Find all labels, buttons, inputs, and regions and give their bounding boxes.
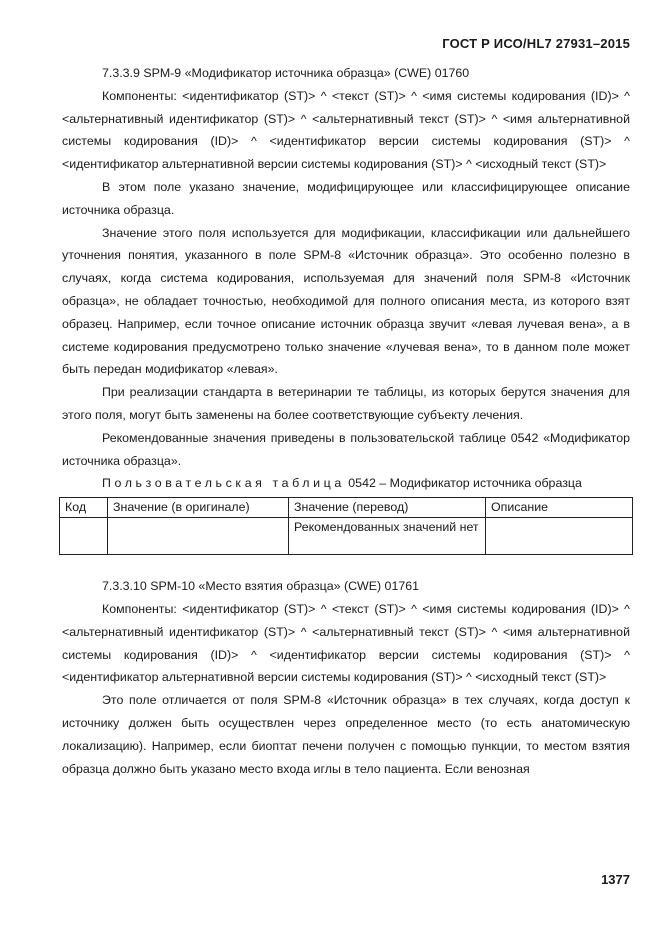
components-paragraph: Компоненты: <идентификатор (ST)> ^ <текст (ST)> ^ <имя системы кодирования (ID)> ^ <альтернативный идентификатор (ST)> ^ <альтернативный текст (ST)> ^ <имя альтернативной системы кодирования (ID)> ^ <идентификатор версии системы кодирования (ST)> ^ <идентификатор альтернативной версии системы кодирования (ST)> ^ <исходный текст (ST)> (62, 601, 630, 685)
table-cell (108, 518, 289, 555)
body-paragraph: Это поле отличается от поля SPM-8 «Источник образца» в тех случаях, когда доступ к источнику должен быть осуществлен через определенное место (то есть анатомическую локализацию). Например, если биоптат печени получен с помощью пункции, то местом взятия образца должно быть указано место входа иглы в тело пациента. Если венозная (62, 693, 630, 776)
table-cell: Рекомендованных значений нет (289, 518, 486, 555)
table-0542 (59, 497, 633, 555)
table-caption-title: 0542 – Модификатор источника образца (344, 476, 582, 491)
table-cell (60, 518, 108, 555)
section-heading-spm10: 7.3.3.10 SPM-10 «Место взятия образца» (CWE) 01761 (102, 579, 420, 594)
column-header-original: Значение (в оригинале) (108, 498, 289, 518)
components-paragraph: Компоненты: <идентификатор (ST)> ^ <текст (ST)> ^ <имя системы кодирования (ID)> ^ <альтернативный идентификатор (ST)> ^ <альтернативный текст (ST)> ^ <имя альтернативной системы кодирования (ID)> ^ <идентификатор версии системы кодирования (ST)> ^ <идентификатор альтернативной версии системы кодирования (ST)> ^ <исходный текст (ST)> (62, 88, 630, 172)
table-row (60, 518, 633, 555)
table-cell (486, 518, 633, 555)
table-caption (62, 472, 630, 495)
body-paragraph: Значение этого поля используется для модификации, классификации или дальнейшего уточнения понятия, указанного в поле SPM-8 «Источник образца». Это особенно полезно в случаях, когда система кодирования, используемая для значений поля SPM-8 «Источник образца», не обладает точностью, необходимой для полного описания места, из которого взят образец. Например, если точное описание источник образца звучит «левая лучевая вена», а в системе кодирования предусмотрено только значение «лучевая вена», то в данном поле может быть передан модификатор «левая». (62, 225, 630, 377)
body-paragraph: В этом поле указано значение, модифицирующее или классифицирующее описание источника образца. (62, 179, 630, 217)
table-caption-label: Пользовательская таблица (102, 476, 345, 491)
body-paragraph: Рекомендованные значения приведены в пользовательской таблице 0542 «Модификатор источника образца». (62, 430, 630, 468)
column-header-code: Код (60, 498, 108, 518)
table-header-row (60, 498, 633, 518)
page-content (62, 62, 630, 780)
section-spacer (62, 555, 630, 575)
column-header-translation: Значение (перевод) (289, 498, 486, 518)
page-number: 1377 (601, 872, 630, 887)
body-paragraph: При реализации стандарта в ветеринарии те таблицы, из которых берутся значения для этого поля, могут быть заменены на более соответствующие субъекту лечения. (62, 385, 630, 422)
column-header-description: Описание (486, 498, 633, 518)
document-header: ГОСТ Р ИСО/HL7 27931–2015 (442, 36, 630, 51)
section-heading-spm9: 7.3.3.9 SPM-9 «Модификатор источника образца» (CWE) 01760 (102, 66, 470, 80)
